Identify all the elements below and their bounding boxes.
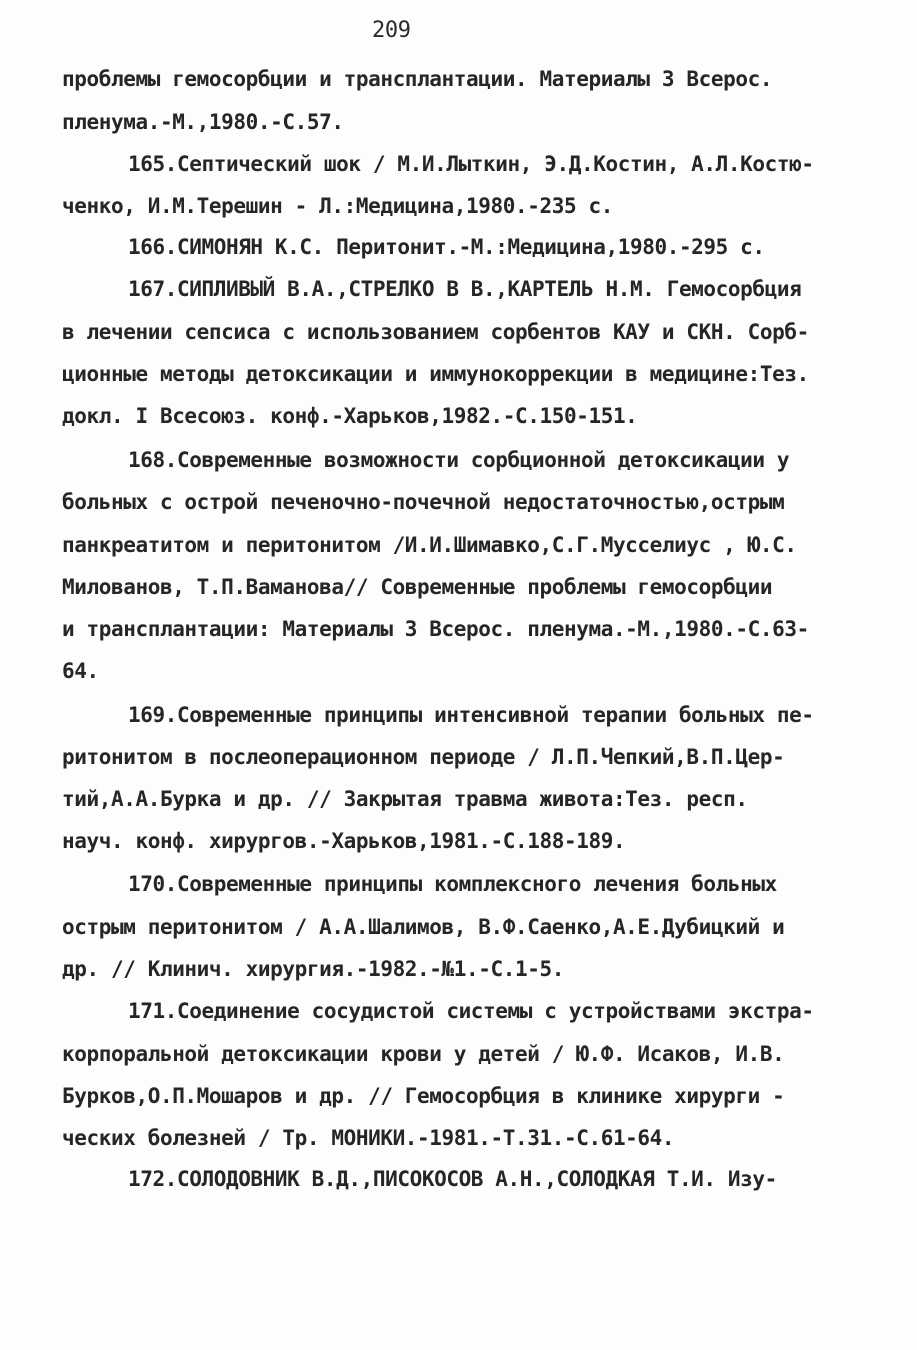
text-line: докл. I Всесоюз. конф.-Харьков,1982.-С.150-151. — [62, 404, 638, 428]
text-line: 171.Соединение сосудистой системы с устройствами экстра- — [128, 999, 814, 1023]
text-line: Милованов, Т.П.Ваманова// Современные проблемы гемосорбции — [62, 575, 773, 599]
text-line: тий,А.А.Бурка и др. // Закрытая травма живота:Тез. респ. — [62, 787, 748, 811]
text-line: 172.СОЛОДОВНИК В.Д.,ПИСОКОСОВ А.Н.,СОЛОДКАЯ Т.И. Изу- — [128, 1167, 777, 1191]
text-line: ченко, И.М.Терешин - Л.:Медицина,1980.-235 с. — [62, 194, 613, 218]
text-line: 168.Современные возможности сорбционной детоксикации у — [128, 448, 790, 472]
text-line: 167.СИПЛИВЫЙ В.А.,СТРЕЛКО В В.,КАРТЕЛЬ Н.М. Гемосорбция — [128, 277, 802, 301]
text-line: 170.Современные принципы комплексного лечения больных — [128, 872, 777, 896]
text-line: в лечении сепсиса с использованием сорбентов КАУ и СКН. Сорб- — [62, 320, 809, 344]
text-line: 165.Септический шок / М.И.Лыткин, Э.Д.Костин, А.Л.Костю- — [128, 152, 814, 176]
text-line: и трансплантации: Материалы 3 Всерос. пленума.-М.,1980.-С.63- — [62, 617, 809, 641]
text-line: Бурков,О.П.Мошаров и др. // Гемосорбция в клинике хирурги - — [62, 1084, 785, 1108]
text-line: острым перитонитом / А.А.Шалимов, В.Ф.Саенко,А.Е.Дубицкий и — [62, 915, 785, 939]
page-number: 209 — [372, 18, 411, 43]
text-line: 166.СИМОНЯН К.С. Перитонит.-М.:Медицина,1980.-295 с. — [128, 235, 765, 259]
text-line: 169.Современные принципы интенсивной терапии больных пе- — [128, 703, 814, 727]
text-line: ционные методы детоксикации и иммунокоррекции в медицине:Тез. — [62, 362, 809, 386]
text-line: корпоральной детоксикации крови у детей / Ю.Ф. Исаков, И.В. — [62, 1042, 785, 1066]
text-line: ритонитом в послеоперационном периоде / Л.П.Чепкий,В.П.Цер- — [62, 745, 785, 769]
text-line: панкреатитом и перитонитом /И.И.Шимавко,С.Г.Мусселиус , Ю.С. — [62, 533, 797, 557]
text-line: ческих болезней / Тр. МОНИКИ.-1981.-Т.31.-С.61-64. — [62, 1126, 675, 1150]
text-line: науч. конф. хирургов.-Харьков,1981.-С.188-189. — [62, 829, 626, 853]
text-line: пленума.-М.,1980.-С.57. — [62, 110, 344, 134]
text-line: 64. — [62, 659, 99, 683]
text-line: проблемы гемосорбции и трансплантации. Материалы 3 Всерос. — [62, 67, 773, 91]
text-line: др. // Клинич. хирургия.-1982.-№1.-С.1-5. — [62, 957, 564, 981]
text-line: больных с острой печеночно-почечной недостаточностью,острым — [62, 490, 785, 514]
